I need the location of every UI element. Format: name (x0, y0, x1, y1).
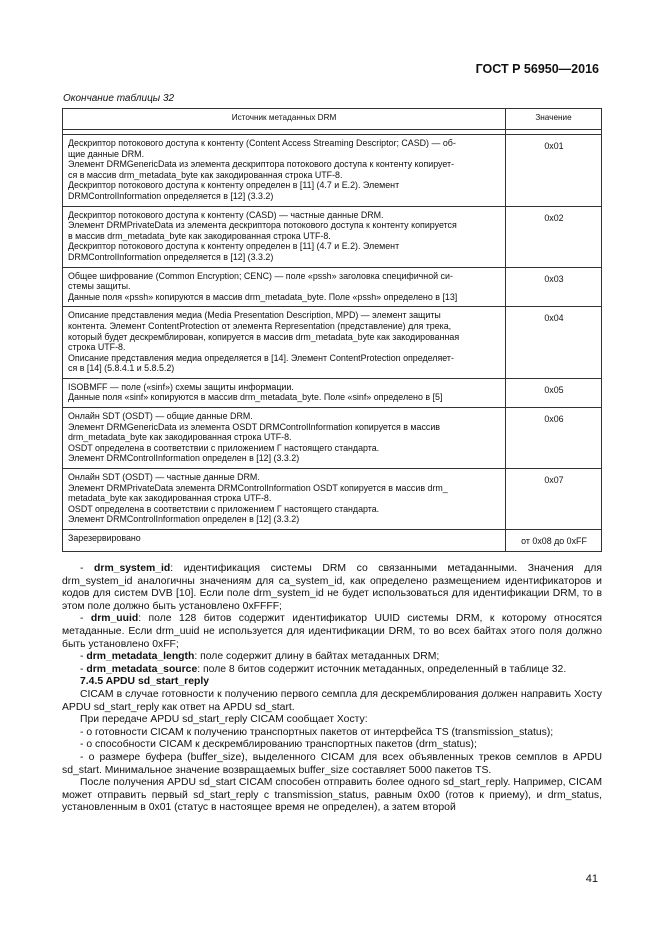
source-line: Дескриптор потокового доступа к контенту (CASD) — частные данные DRM. (68, 209, 384, 220)
paragraph-drm-metadata-source: - drm_metadata_source: поле 8 битов содержит источник метаданных, определенный в таблице 32. (80, 663, 567, 675)
source-line: Элемент DRMGenericData из элемента дескриптора потокового доступа к контенту копирует- (68, 159, 455, 170)
value-cell: 0x07 (506, 469, 602, 530)
table-row (63, 135, 602, 207)
source-line: Дескриптор потокового доступа к контенту определен в [11] (4.7 и E.2). Элемент (68, 241, 400, 252)
source-line: в массив drm_metadata_byte как закодированная строка UTF-8. (68, 230, 331, 241)
source-line: Элемент DRMControlInformation определен в [12] (3.3.2) (68, 453, 300, 464)
source-line: OSDT определена в соответствии с приложением Г настоящего стандарта. (68, 442, 380, 453)
term: drm_system_id (94, 563, 171, 574)
column-header-source: Источник метаданных DRM (63, 109, 506, 130)
section-heading: 7.4.5 APDU sd_start_reply (80, 676, 209, 688)
value-cell: от 0x08 до 0xFF (506, 530, 602, 552)
paragraph: CICAM в случае готовности к получению первого семпла для дескремблирования должен направить Хосту APDU sd_start_reply как ответ на APDU sd_start. (62, 688, 602, 713)
source-cell (63, 408, 506, 469)
source-cell (63, 307, 506, 379)
value-cell: 0x05 (506, 378, 602, 407)
source-line: Описание представления медиа (Media Presentation Description, MPD) — элемент защиты (68, 310, 441, 321)
source-line: ISOBMFF — поле («sinf») схемы защиты информации. (68, 381, 294, 392)
source-line: OSDT определена в соответствии с приложением Г настоящего стандарта. (68, 503, 380, 514)
drm-source-table (62, 108, 602, 552)
source-cell (63, 135, 506, 207)
source-line: Дескриптор потокового доступа к контенту определен в [11] (4.7 и E.2). Элемент (68, 180, 400, 191)
value-cell: 0x01 (506, 135, 602, 207)
table-row (63, 206, 602, 267)
paragraph-drm-system-id: - drm_system_id: идентификация системы DRM со связанными метаданными. Значения для drm_system_id аналогичны значениям для ca_system_id, как определено размещением идентификаторов и кодов для систем DVB [10]. Если поле drm_system_id не будет использоваться для идентификации DRM, то в этом поле должно быть установлено 0xFFFF; (62, 563, 602, 612)
term: drm_metadata_source (86, 663, 198, 675)
source-line: Онлайн SDT (OSDT) — общие данные DRM. (68, 411, 253, 422)
source-line: Дескриптор потокового доступа к контенту (Content Access Streaming Descriptor; CASD) — об- (68, 138, 456, 148)
table-row (63, 469, 602, 530)
source-line: metadata_byte как закодированная строка UTF-8. (68, 493, 272, 504)
source-cell (63, 469, 506, 530)
source-line: Данные поля «sinf» копируются в массив drm_metadata_byte. Поле «sinf» определено в [5] (68, 392, 443, 403)
definition: : поле 8 битов содержит источник метаданных, определенный в таблице 32. (197, 663, 567, 675)
source-line: ся в массив drm_metadata_byte как закодированная строка UTF-8. (68, 169, 343, 180)
source-line: ся в [14] (5.8.4.1 и 5.8.5.2) (68, 363, 175, 374)
term: drm_metadata_length (86, 651, 195, 663)
source-line: Элемент DRMGenericData из элемента OSDT DRMControlInformation копируется в массив (68, 421, 440, 432)
table-body (63, 135, 602, 552)
paragraph: После получения APDU sd_start CICAM способен отправить более одного sd_start_reply. Например, CICAM может отправить первый sd_start_reply с transmission_status, равным 0x00 (готов к приему), и drm_status, установленным в 0x01 (статус в настоящее время не определен), а затем второй (62, 777, 602, 814)
source-cell (63, 530, 506, 552)
source-line: который будет дескремблирован, копируется в массив drm_metadata_byte как закодированная (68, 331, 460, 342)
source-line: Зарезервировано (68, 533, 141, 543)
table-caption: Окончание таблицы 32 (63, 93, 175, 104)
standard-number: ГОСТ Р 56950—2016 (475, 62, 599, 76)
definition: : поле содержит длину в байтах метаданных DRM; (194, 651, 440, 663)
source-line: drm_metadata_byte как закодированная строка UTF-8. (68, 432, 292, 443)
definition: : идентификация системы DRM со связанными метаданными. Значения для drm_system_id аналогичны значениям для ca_system_id, как определено размещением идентификаторов и кодов для систем DVB [10]. Если поле drm_system_id не будет использоваться для идентификации DRM, то в этом поле должно быть установлено 0xFFFF; (62, 563, 602, 612)
source-line: DRMControlInformation определяется в [12] (3.3.2) (68, 190, 274, 201)
source-cell (63, 206, 506, 267)
table-row (63, 408, 602, 469)
column-header-value: Значение (506, 109, 602, 130)
source-cell (63, 267, 506, 307)
body-text (62, 563, 602, 815)
source-line: Элемент DRMControlInformation определен в [12] (3.3.2) (68, 514, 300, 525)
source-line: щие данные DRM. (68, 148, 145, 159)
value-cell: 0x02 (506, 206, 602, 267)
source-line: Онлайн SDT (OSDT) — частные данные DRM. (68, 472, 260, 483)
paragraph-drm-uuid: - drm_uuid: поле 128 битов содержит идентификатор UUID системы DRM, к которому относятся метаданные. Если drm_uuid не используется для идентификации DRM, то во всех байтах этого поля должно быть установлено 0xFF; (62, 613, 602, 650)
source-line: Элемент DRMPrivateData из элемента дескриптора потокового доступа к контенту копируется (68, 220, 457, 231)
source-line: Общее шифрование (Common Encryption; CENC) — поле «pssh» заголовка специфичной си- (68, 270, 453, 281)
value-cell: 0x03 (506, 267, 602, 307)
source-line: Элемент DRMPrivateData элемента DRMControlInformation OSDT копируется в массив drm_ (68, 482, 448, 493)
list-item: - о размере буфера (buffer_size), выделенного CICAM для всех объявленных треков семплов в APDU sd_start. Минимальное значение возвращаемых buffer_size составляет 5000 пакетов TS. (62, 751, 602, 776)
paragraph: При передаче APDU sd_start_reply CICAM сообщает Хосту: (80, 714, 368, 726)
value-cell: 0x04 (506, 307, 602, 379)
source-line: Данные поля «pssh» копируются в массив drm_metadata_byte. Поле «pssh» определено в [13] (68, 291, 458, 302)
definition: : поле 128 битов содержит идентификатор UUID системы DRM, к которому относятся метаданные. Если drm_uuid не используется для идентификации DRM, то во всех байтах этого поля должно быть установлено 0xFF; (62, 613, 602, 650)
source-cell (63, 378, 506, 407)
source-line: стемы защиты. (68, 281, 131, 292)
value-cell: 0x06 (506, 408, 602, 469)
source-line: DRMControlInformation определяется в [12] (3.3.2) (68, 251, 274, 262)
table-row (63, 530, 602, 552)
term: drm_uuid (90, 613, 139, 625)
list-item: - о готовности CICAM к получению транспортных пакетов от интерфейса TS (transmission_status); (80, 726, 554, 738)
paragraph-drm-metadata-length: - drm_metadata_length: поле содержит длину в байтах метаданных DRM; (80, 651, 440, 663)
source-line: строка UTF-8. (68, 342, 126, 353)
page-number: 41 (585, 873, 598, 885)
table-row (63, 267, 602, 307)
list-item: - о способности CICAM к дескремблированию транспортных пакетов (drm_status); (80, 739, 477, 751)
source-line: Описание представления медиа определяется в [14]. Элемент ContentProtection определяет- (68, 352, 454, 363)
table-row (63, 307, 602, 379)
table-row (63, 378, 602, 407)
source-line: контента. Элемент ContentProtection от элемента Representation (представление) для трека, (68, 320, 452, 331)
